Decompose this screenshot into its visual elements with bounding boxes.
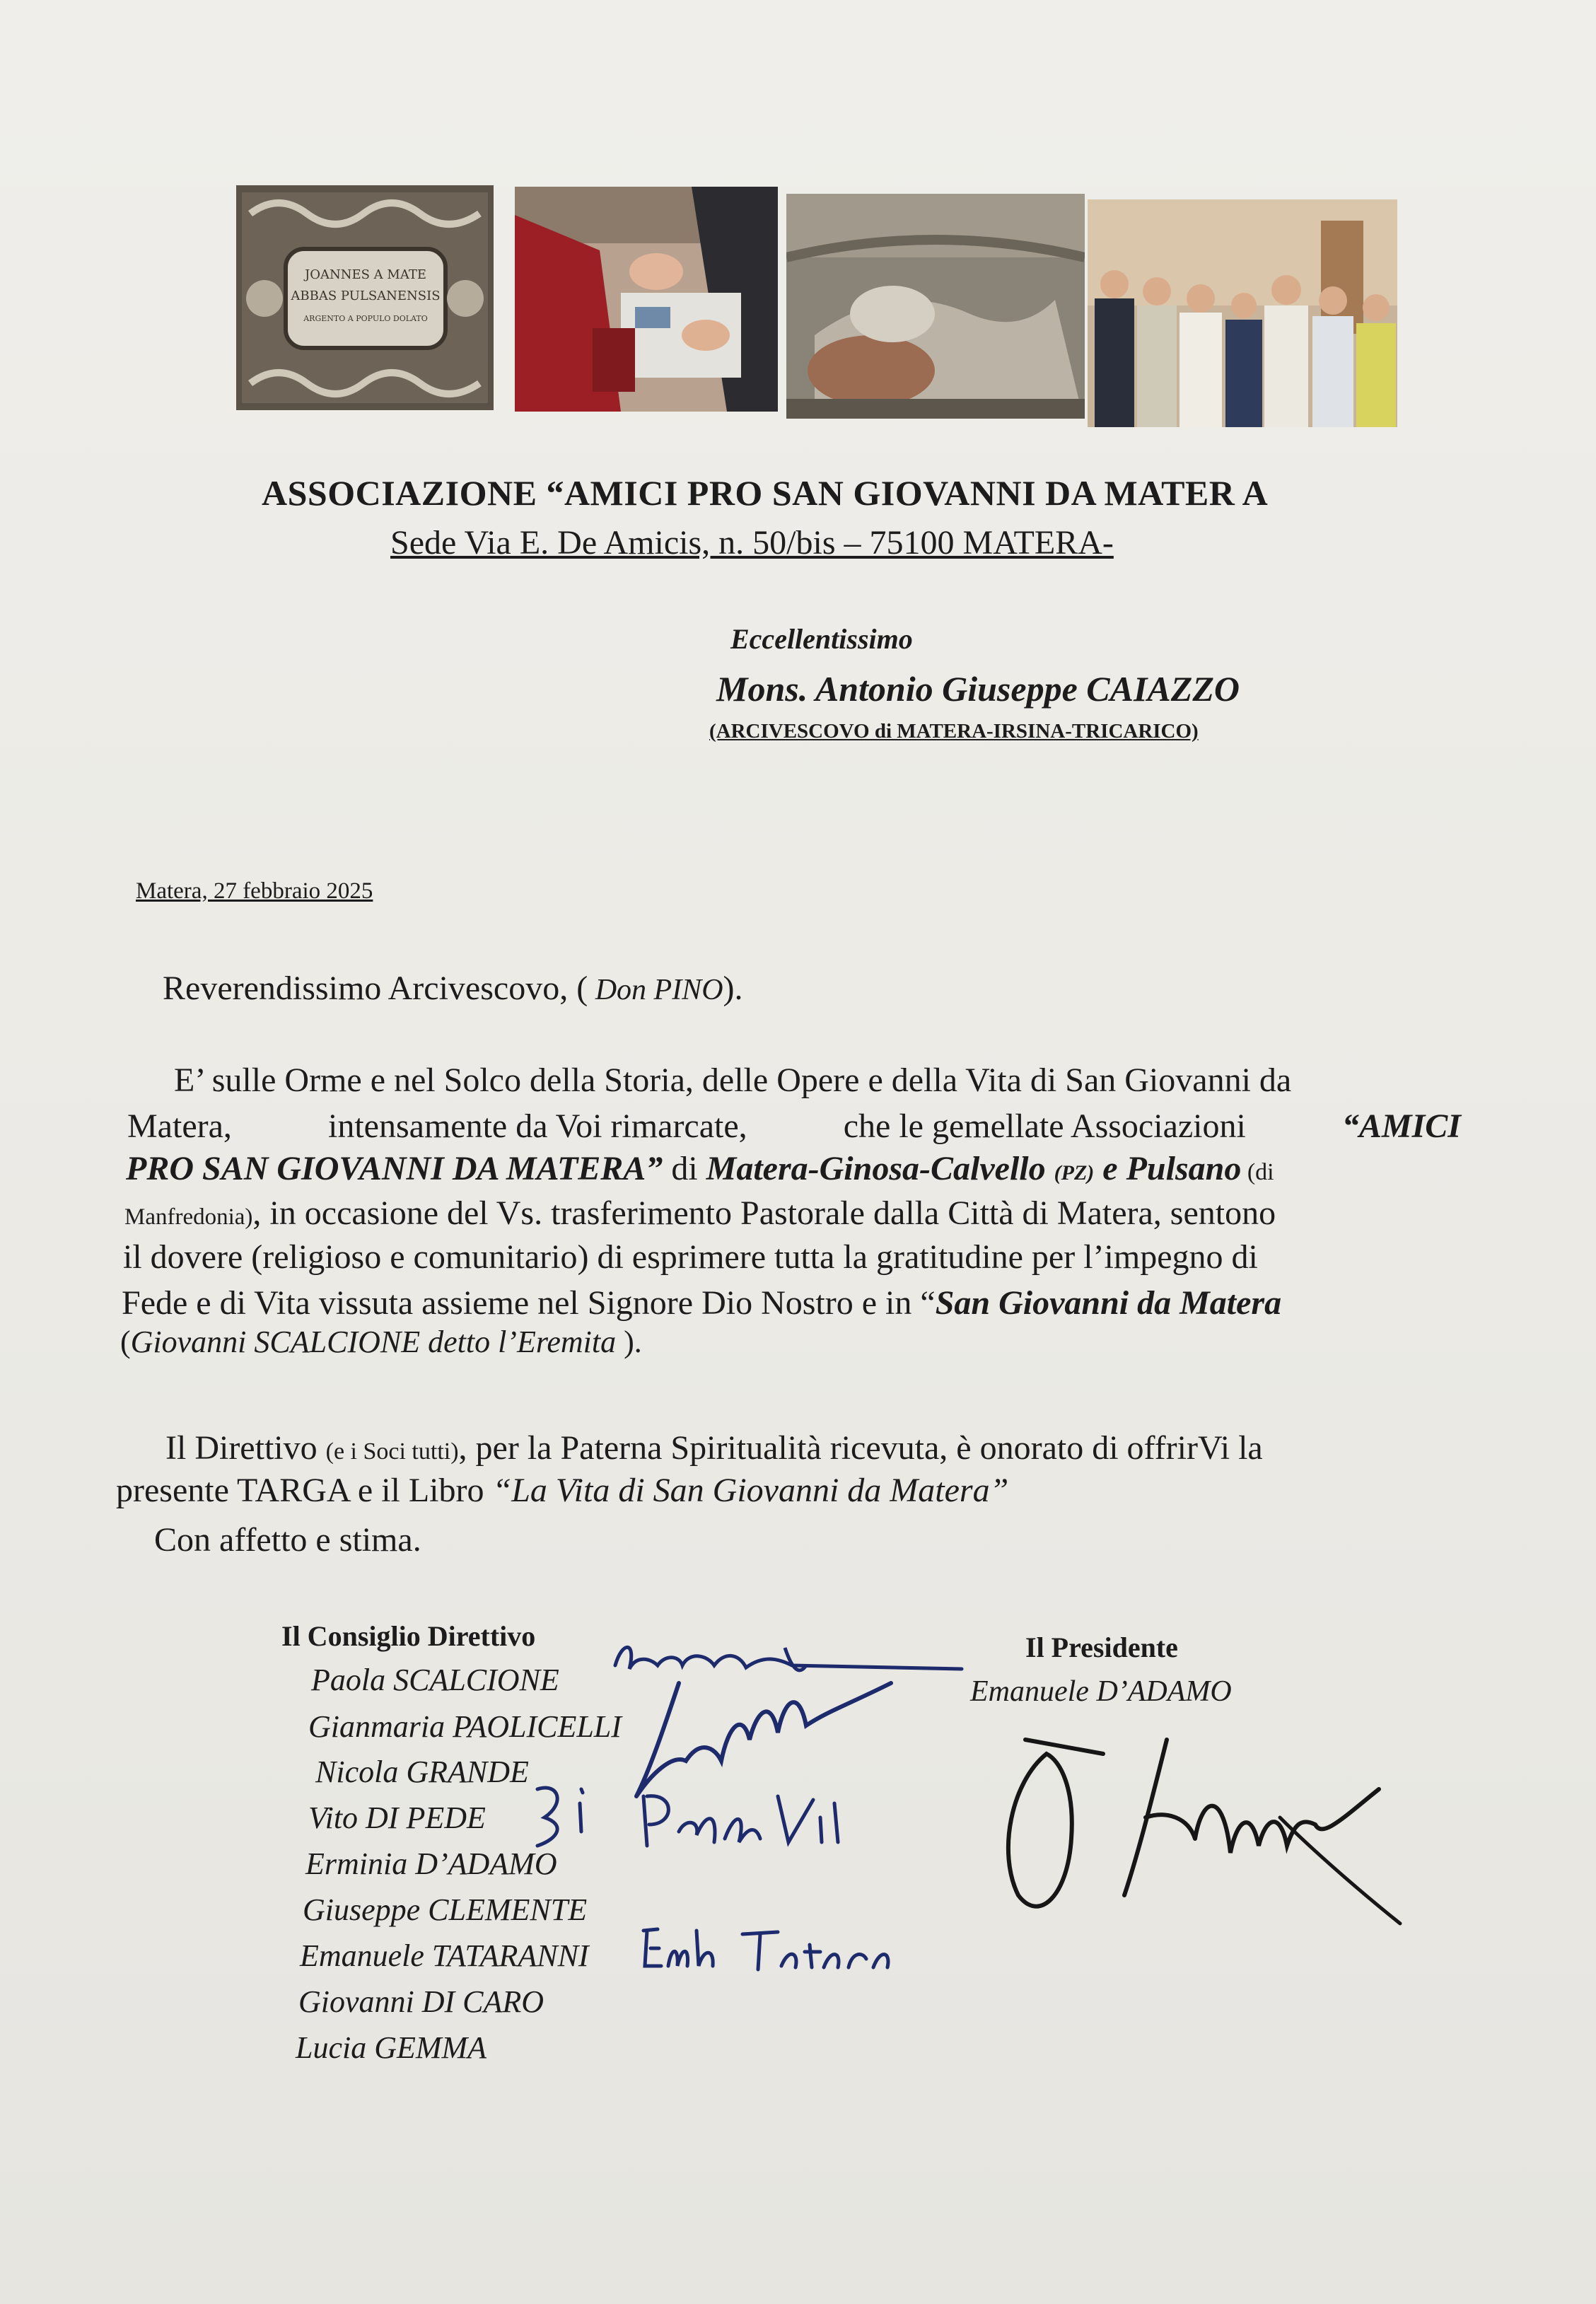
- signature-gianmaria-paolicelli: [622, 1669, 919, 1810]
- board-member: Giuseppe CLEMENTE: [303, 1892, 588, 1927]
- p1-l2-c: che le gemellate Associazioni: [843, 1107, 1246, 1145]
- plaque-line-1: JOANNES A MATE: [305, 267, 426, 282]
- board-member: Emanuele TATARANNI: [300, 1938, 589, 1973]
- p1-l2-a: Matera,: [127, 1107, 232, 1145]
- signature-emanuele-tataranni: [636, 1916, 905, 1980]
- greeting-pre: Reverendissimo Arcivescovo, (: [163, 970, 588, 1007]
- paragraph1-line2: [127, 1107, 1461, 1146]
- p1-l2-d: “AMICI: [1341, 1107, 1461, 1145]
- paragraph2-line1: [165, 1429, 1263, 1467]
- p1-l3-f: (di: [1241, 1159, 1274, 1185]
- p1-l3-c: Matera-Ginosa-Calvello: [706, 1150, 1054, 1187]
- signature-paola-scalcione: [608, 1627, 976, 1690]
- president-heading: Il Presidente: [1025, 1631, 1178, 1663]
- letter-date: Matera, 27 febbraio 2025: [136, 878, 373, 904]
- p1-l3-b: di: [663, 1150, 706, 1187]
- p1-l6-b: San Giovanni da Matera: [935, 1284, 1282, 1322]
- p1-l2-b: intensamente da Voi rimarcate,: [327, 1107, 747, 1145]
- plaque-line-3: ARGENTO A POPULO DOLATO: [303, 314, 428, 323]
- p2-l1-b: (e i Soci tutti): [325, 1438, 459, 1465]
- p1-l3-a: PRO SAN GIOVANNI DA MATERA”: [126, 1150, 663, 1187]
- p1-l6-a: Fede e di Vita vissuta assieme nel Signore Dio Nostro e in “: [122, 1284, 936, 1322]
- p2-l1-a: Il Direttivo: [165, 1429, 326, 1467]
- paragraph1-line3: [126, 1149, 1274, 1188]
- board-member: Erminia D’ADAMO: [305, 1846, 557, 1881]
- p2-l2-a: presente TARGA e il Libro: [116, 1472, 493, 1509]
- letter-greeting: [163, 969, 743, 1008]
- paragraph1-line5: il dovere (religioso e comunitario) di esprimere tutta la gratitudine per l’impegno di: [123, 1238, 1258, 1276]
- photo-reliquary-plaque: [236, 185, 494, 410]
- letter-closing: Con affetto e stima.: [154, 1521, 421, 1559]
- board-member: Nicola GRANDE: [315, 1755, 529, 1789]
- paragraph1-line1: E’ sulle Orme e nel Solco della Storia, delle Opere e della Vita di San Giovanni da: [174, 1061, 1292, 1099]
- greeting-post: ).: [723, 970, 743, 1007]
- plaque-line-2: ABBAS PULSANENSIS: [291, 289, 441, 303]
- recipient-role: (ARCIVESCOVO di MATERA-IRSINA-TRICARICO): [709, 720, 1199, 743]
- photo-saint-relics: [786, 194, 1085, 419]
- paragraph1-line6: [122, 1284, 1281, 1322]
- greeting-nickname: Don PINO: [588, 974, 723, 1006]
- board-member: Vito DI PEDE: [308, 1800, 486, 1835]
- p1-l7-b: Giovanni SCALCIONE detto l’Eremita: [130, 1325, 617, 1359]
- board-member: Lucia GEMMA: [296, 2030, 487, 2065]
- p1-l3-d: (PZ): [1054, 1161, 1095, 1185]
- board-member: Gianmaria PAOLICELLI: [308, 1709, 622, 1744]
- paragraph1-line7: [120, 1324, 642, 1360]
- p1-l7-a: (: [120, 1325, 131, 1359]
- p1-l4-b: , in occasione del Vs. trasferimento Pastorale dalla Città di Matera, sentono: [252, 1194, 1276, 1232]
- paragraph1-line4: [124, 1194, 1276, 1233]
- recipient-name: Mons. Antonio Giuseppe CAIAZZO: [716, 669, 1240, 709]
- board-member: Giovanni DI CARO: [298, 1984, 544, 2019]
- board-heading: Il Consiglio Direttivo: [281, 1620, 536, 1652]
- p1-l3-e: e Pulsano: [1094, 1150, 1242, 1187]
- photo-group-clergy: [1088, 199, 1397, 427]
- signature-vito-di-pede: [523, 1775, 849, 1853]
- signature-president: [983, 1711, 1435, 1938]
- association-title: ASSOCIAZIONE “AMICI PRO SAN GIOVANNI DA MATER A: [262, 473, 1269, 513]
- board-member: Paola SCALCIONE: [311, 1663, 559, 1697]
- p2-l1-c: , per la Paterna Spiritualità ricevuta, è onorato di offrirVi la: [458, 1429, 1263, 1467]
- p1-l7-c: ).: [616, 1325, 642, 1359]
- president-name: Emanuele D’ADAMO: [970, 1675, 1232, 1708]
- recipient-honorific: Eccellentissimo: [730, 623, 913, 655]
- p1-l4-a: Manfredonia): [124, 1204, 253, 1230]
- association-address: Sede Via E. De Amicis, n. 50/bis – 75100 MATERA-: [390, 524, 1114, 562]
- paragraph2-line2: [116, 1471, 1008, 1510]
- photo-document-signing: [515, 187, 778, 412]
- p2-l2-b: “La Vita di San Giovanni da Matera”: [492, 1472, 1009, 1509]
